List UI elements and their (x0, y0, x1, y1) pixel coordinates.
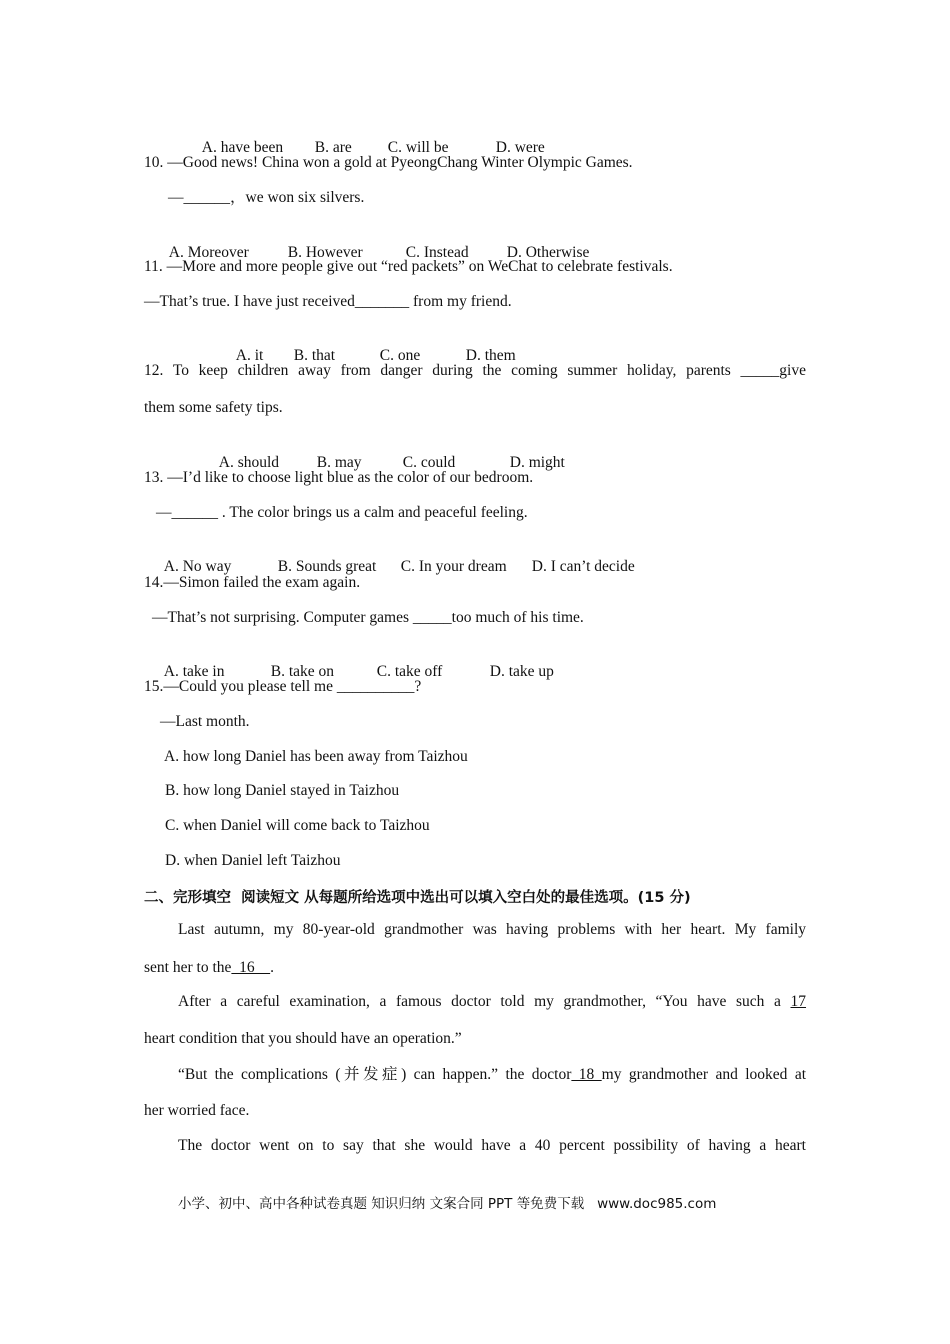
passage-text: sent her to the (144, 959, 232, 976)
q13-option-b: B. Sounds great (277, 558, 377, 575)
q12-options (211, 433, 565, 473)
passage-p3-line2: her worried face. (144, 1102, 250, 1119)
q10-option-c: C. Instead (405, 244, 469, 261)
q14-options (156, 642, 554, 682)
passage-p2-line2: heart condition that you should have an operation.” (144, 1030, 462, 1047)
section-heading: 二、完形填空 阅读短文 从每题所给选项中选出可以填入空白处的最佳选项。(15 分) (144, 890, 691, 906)
q9-option-d: D. were (495, 139, 545, 156)
q11-options (228, 326, 516, 366)
q14-option-a: A. take in (163, 663, 225, 680)
q12-option-d: D. might (509, 454, 565, 471)
q14-option-d: D. take up (489, 663, 554, 680)
blank-18: 18 (571, 1066, 602, 1083)
q13-option-a: A. No way (163, 558, 232, 575)
passage-p1-line2 (144, 958, 274, 978)
passage-p1-line1: Last autumn, my 80-year-old grandmother was having problems with her heart. My family (178, 921, 806, 938)
q12-option-c: C. could (402, 454, 456, 471)
q10-response: —______，we won six silvers. (168, 189, 365, 206)
q13-question: 13. —I’d like to choose light blue as the color of our bedroom. (144, 469, 534, 486)
passage-p4-line1: The doctor went on to say that she would have a 40 percent possibility of having a heart (178, 1137, 806, 1154)
q13-response: —______ . The color brings us a calm and peaceful feeling. (156, 504, 528, 521)
passage-p2-line1 (178, 992, 806, 1012)
q12-question: 12. To keep children away from danger during the coming summer holiday, parents _____give (144, 362, 806, 379)
q15-response: —Last month. (160, 713, 250, 730)
q14-option-c: C. take off (376, 663, 443, 680)
q12-option-a: A. should (218, 454, 280, 471)
passage-text: “But the complications (并发症) can happen.” the doctor (178, 1066, 572, 1083)
q10-option-b: B. However (287, 244, 363, 261)
q15-option-d: D. when Daniel left Taizhou (165, 852, 341, 869)
q9-option-a: A. have been (201, 139, 284, 156)
q13-options (156, 537, 635, 577)
q15-option-b: B. how long Daniel stayed in Taizhou (165, 782, 400, 799)
q14-option-b: B. take on (270, 663, 335, 680)
passage-text: my grandmother and looked at (601, 1066, 806, 1083)
q12-option-b: B. may (316, 454, 362, 471)
blank-17: 17 (790, 993, 807, 1010)
q15-option-c: C. when Daniel will come back to Taizhou (165, 817, 430, 834)
q15-question: 15.—Could you please tell me __________? (144, 678, 422, 695)
q11-option-a: A. it (235, 347, 264, 364)
q11-response: —That’s true. I have just received_______ from my friend. (144, 293, 512, 310)
q13-option-d: D. I can’t decide (531, 558, 635, 575)
q14-response: —That’s not surprising. Computer games _____too much of his time. (152, 609, 584, 626)
q9-option-c: C. will be (387, 139, 449, 156)
q11-option-d: D. them (465, 347, 516, 364)
q10-question: 10. —Good news! China won a gold at PyeongChang Winter Olympic Games. (144, 154, 633, 171)
page-footer: 小学、初中、高中各种试卷真题 知识归纳 文案合同 PPT 等免费下载 www.doc985.com (178, 1196, 717, 1212)
passage-p3-line1 (178, 1065, 806, 1085)
passage-text: . (270, 959, 275, 976)
q11-option-b: B. that (293, 347, 336, 364)
q13-option-c: C. In your dream (400, 558, 507, 575)
q11-option-c: C. one (379, 347, 421, 364)
q11-question: 11. —More and more people give out “red packets” on WeChat to celebrate festivals. (144, 258, 673, 275)
q12-question-cont: them some safety tips. (144, 399, 283, 416)
q14-question: 14.—Simon failed the exam again. (144, 574, 361, 591)
passage-text: After a careful examination, a famous doctor told my grandmother, “You have such a (178, 993, 781, 1010)
blank-16: 16 (231, 959, 271, 976)
q9-option-b: B. are (314, 139, 352, 156)
q15-option-a: A. how long Daniel has been away from Taizhou (164, 748, 468, 765)
q10-option-d: D. Otherwise (506, 244, 590, 261)
q10-option-a: A. Moreover (168, 244, 249, 261)
q9-options (194, 118, 545, 158)
